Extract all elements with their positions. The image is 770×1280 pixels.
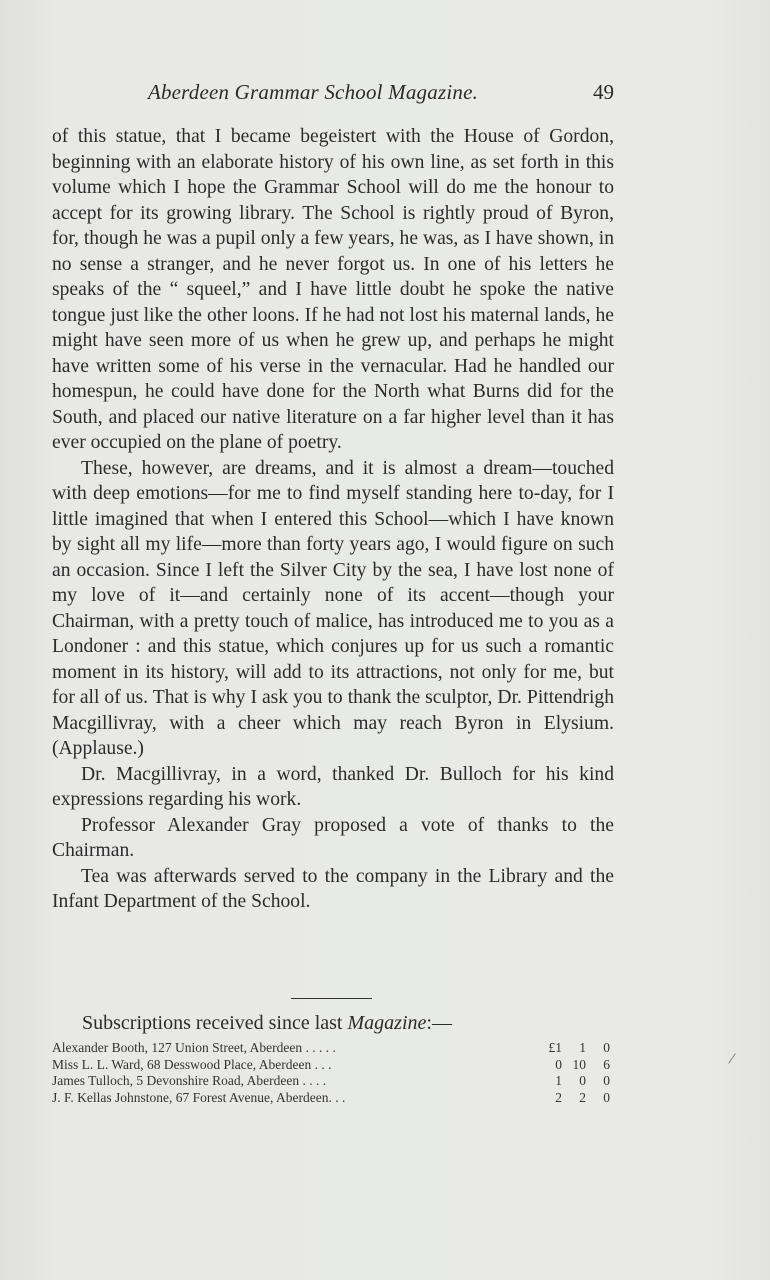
paragraph-dreams: These, however, are dreams, and it is almost a dream—touched with deep emotions—for me to find myself standing here to-day, for I little imagined that when I entered this School—which I have known by sight all my life—more than forty years ago, I would figure on such an occasion. Since I left the Silver City by the sea, I have lost none of my love of it—and certainly none of its accent—though your Chairman, with a pretty touch of malice, has introduced me to you as a Londoner : and this statue, which conjures up for us such a romantic moment in its history, will add to its attractions, not only for me, but for all of us. That is why I ask you to thank the sculptor, Dr. Pittendrigh Macgillivray, with a cheer which may reach Byron in Elysium. (Applause.) (52, 457, 614, 759)
paragraph-vote-of-thanks: Professor Alexander Gray proposed a vote of thanks to the Chairman. (52, 814, 614, 861)
amount-pounds: 0 (555, 1056, 562, 1072)
subscriber-name: J. F. Kellas Johnstone, 67 Forest Avenue, Aberdeen. . . (52, 1089, 346, 1105)
list-item (52, 1090, 624, 1107)
subscriptions-heading-suffix: :— (426, 1012, 452, 1034)
list-item (52, 1057, 624, 1074)
subscription-amount (500, 1057, 610, 1074)
subscriptions-heading (82, 1012, 602, 1035)
subscriptions-heading-prefix: Subscriptions received since last (82, 1012, 348, 1034)
subscription-amount (500, 1073, 610, 1090)
amount-pounds: 2 (555, 1089, 562, 1105)
article-body (52, 124, 614, 915)
list-item (52, 1040, 624, 1057)
subscription-amount (500, 1040, 610, 1057)
section-divider (291, 998, 372, 999)
amount-pence: 0 (603, 1073, 610, 1088)
subscriber-name: Alexander Booth, 127 Union Street, Aberdeen . . . . . (52, 1040, 336, 1055)
paragraph-macgillivray: Dr. Macgillivray, in a word, thanked Dr. Bulloch for his kind expressions regarding his work. (52, 763, 614, 810)
list-item (52, 1073, 624, 1090)
amount-pounds: 1 (555, 1073, 562, 1088)
amount-pence: 0 (603, 1089, 610, 1105)
amount-pounds: £1 (548, 1040, 562, 1055)
running-title: Aberdeen Grammar School Magazine. (147, 80, 479, 104)
amount-pence: 0 (603, 1040, 610, 1055)
amount-shillings: 1 (579, 1040, 586, 1055)
subscriber-name: Miss L. L. Ward, 68 Desswood Place, Aberdeen . . . (52, 1056, 332, 1072)
page-header (52, 80, 614, 110)
subscriptions-list (52, 1040, 624, 1106)
amount-shillings: 10 (572, 1056, 586, 1072)
paragraph-continued: of this statue, that I became begeistert with the House of Gordon, beginning with an elaborate history of his own line, as set forth in this volume which I hope the Grammar School will do me the honour to accept for its growing library. The School is rightly proud of Byron, for, though he was a pupil only a few years, he was, as I have shown, in no sense a stranger, and he never forgot us. In one of his letters he speaks of the “ squeel,” and I have little doubt he spoke the native tongue just like the other loons. If he had not lost his maternal lands, he might have seen more of us when he grew up, and perhaps he might have written some of his verse in the vernacular. Had he handled our homespun, he could have done for the North what Burns did for the South, and placed our native literature on a far higher level than it has ever occupied on the plane of poetry. (52, 126, 614, 453)
subscription-amount (500, 1090, 610, 1107)
subscriber-name: James Tulloch, 5 Devonshire Road, Aberdeen . . . . (52, 1073, 327, 1088)
amount-shillings: 2 (579, 1089, 586, 1105)
amount-pence: 6 (603, 1056, 610, 1072)
page-number: 49 (593, 80, 614, 104)
paragraph-tea: Tea was afterwards served to the company in the Library and the Infant Department of the School. (52, 865, 614, 912)
amount-shillings: 0 (579, 1073, 586, 1088)
subscriptions-heading-magazine: Magazine (347, 1012, 427, 1034)
pencil-mark (728, 1053, 736, 1063)
